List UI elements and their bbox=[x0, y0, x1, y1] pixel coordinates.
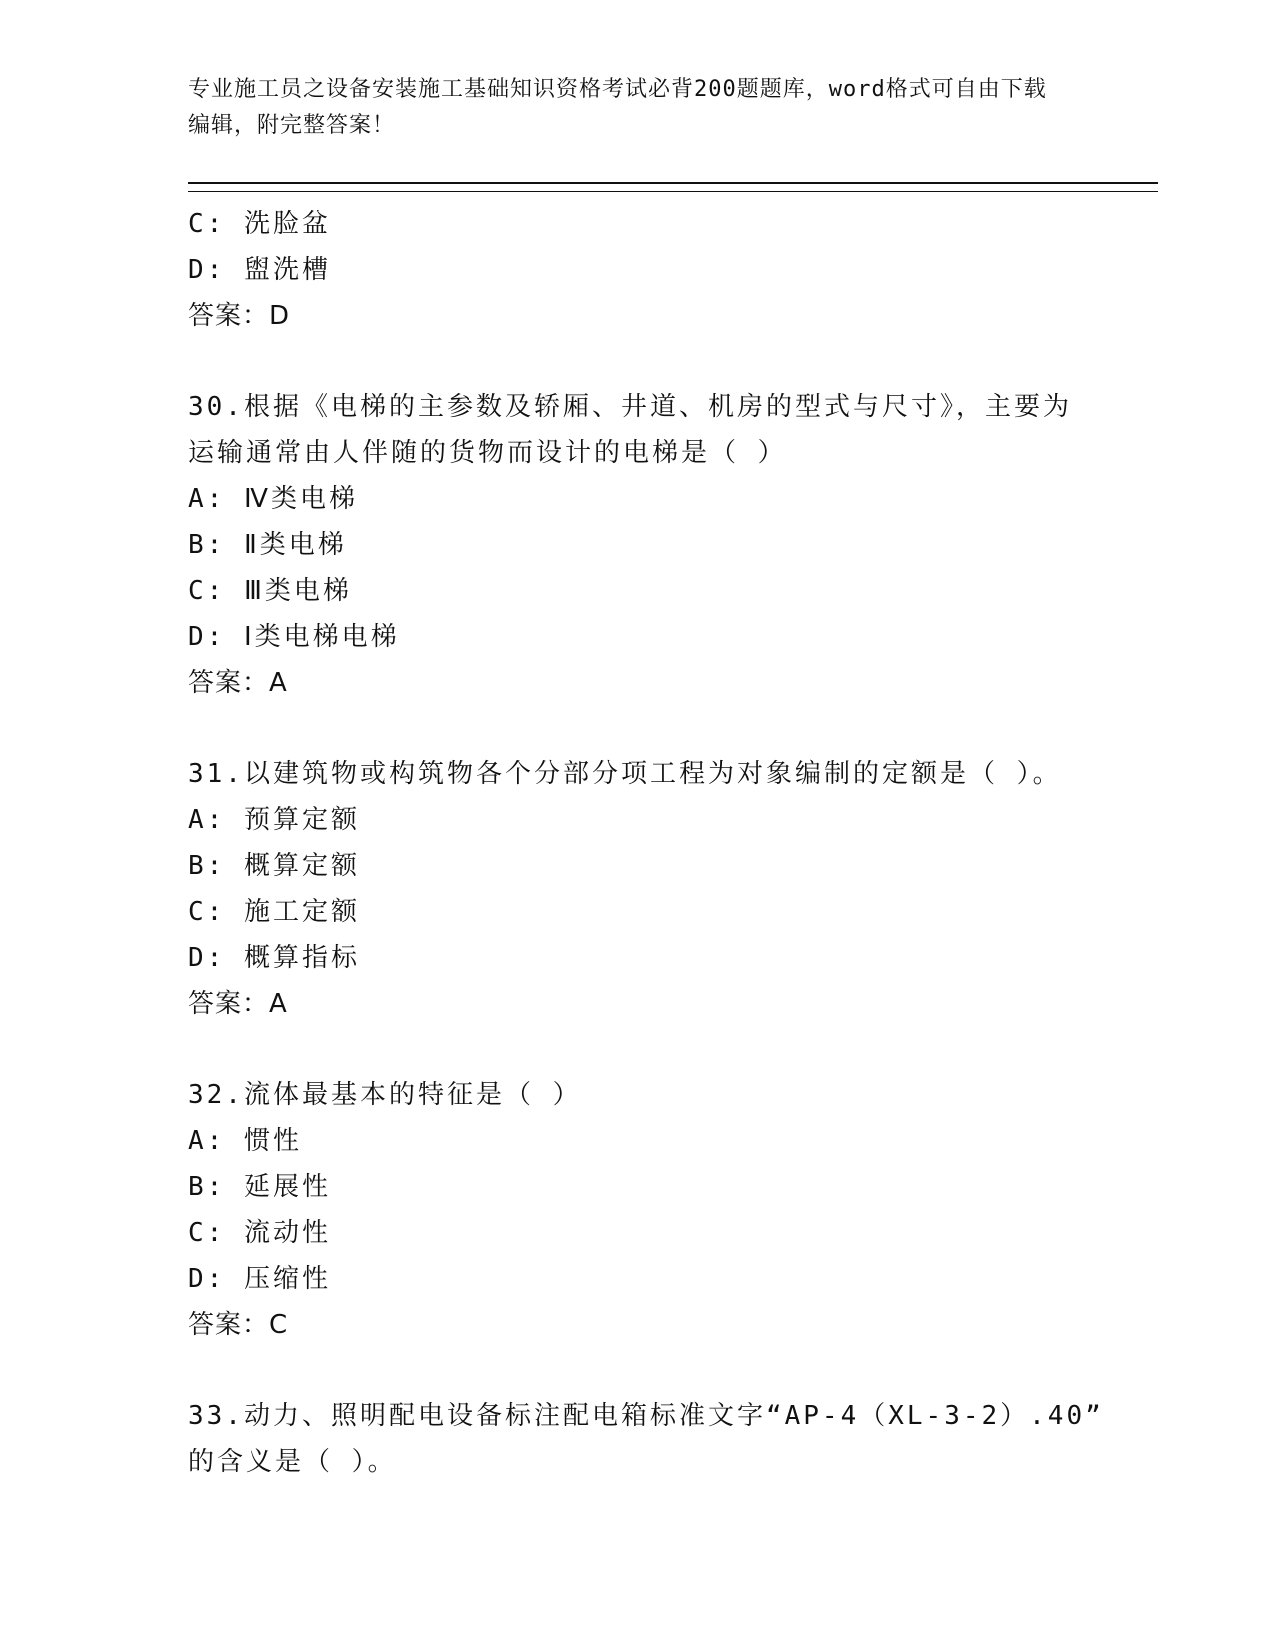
question-stem-continued: 运输通常由人伴随的货物而设计的电梯是（ ） bbox=[188, 438, 787, 468]
option-line: D: 盥洗槽 bbox=[188, 255, 331, 285]
option-line: A: 惯性 bbox=[188, 1126, 302, 1156]
option-line: D: Ⅰ类电梯电梯 bbox=[188, 622, 400, 652]
answer-line: 答案：A bbox=[188, 989, 288, 1019]
question-30 bbox=[188, 384, 1158, 706]
question-stem: 32.流体最基本的特征是（ ） bbox=[188, 1080, 582, 1110]
question-33 bbox=[188, 1393, 1158, 1485]
question-32 bbox=[188, 1072, 1158, 1348]
option-line: A: 预算定额 bbox=[188, 805, 360, 835]
option-line: D: 概算指标 bbox=[188, 943, 360, 973]
option-line: C: 洗脸盆 bbox=[188, 209, 331, 239]
question-31 bbox=[188, 751, 1158, 1027]
document-content bbox=[188, 201, 1158, 1485]
answer-line: 答案：C bbox=[188, 1310, 289, 1340]
answer-line: 答案：A bbox=[188, 668, 288, 698]
question-stem: 31.以建筑物或构筑物各个分部分项工程为对象编制的定额是（ ）。 bbox=[188, 759, 1062, 789]
option-line: C: 流动性 bbox=[188, 1218, 331, 1248]
document-page bbox=[188, 72, 1158, 1485]
question-stem: 33.动力、照明配电设备标注配电箱标准文字“AP-4（XL-3-2）.40” bbox=[188, 1401, 1104, 1431]
option-line: C: 施工定额 bbox=[188, 897, 360, 927]
option-line: B: 概算定额 bbox=[188, 851, 360, 881]
option-line: D: 压缩性 bbox=[188, 1264, 331, 1294]
option-line: C: Ⅲ类电梯 bbox=[188, 576, 352, 606]
header-divider bbox=[188, 182, 1158, 192]
answer-line: 答案：D bbox=[188, 301, 291, 331]
question-stem-continued: 的含义是（ ）。 bbox=[188, 1447, 397, 1477]
document-header: 专业施工员之设备安装施工基础知识资格考试必背200题题库，word格式可自由下载编辑，附完整答案！ bbox=[188, 77, 1047, 138]
question-stem: 30.根据《电梯的主参数及轿厢、井道、机房的型式与尺寸》，主要为 bbox=[188, 392, 1072, 422]
partial-question bbox=[188, 201, 1158, 339]
option-line: B: Ⅱ类电梯 bbox=[188, 530, 347, 560]
option-line: B: 延展性 bbox=[188, 1172, 331, 1202]
option-line: A: Ⅳ类电梯 bbox=[188, 484, 358, 514]
